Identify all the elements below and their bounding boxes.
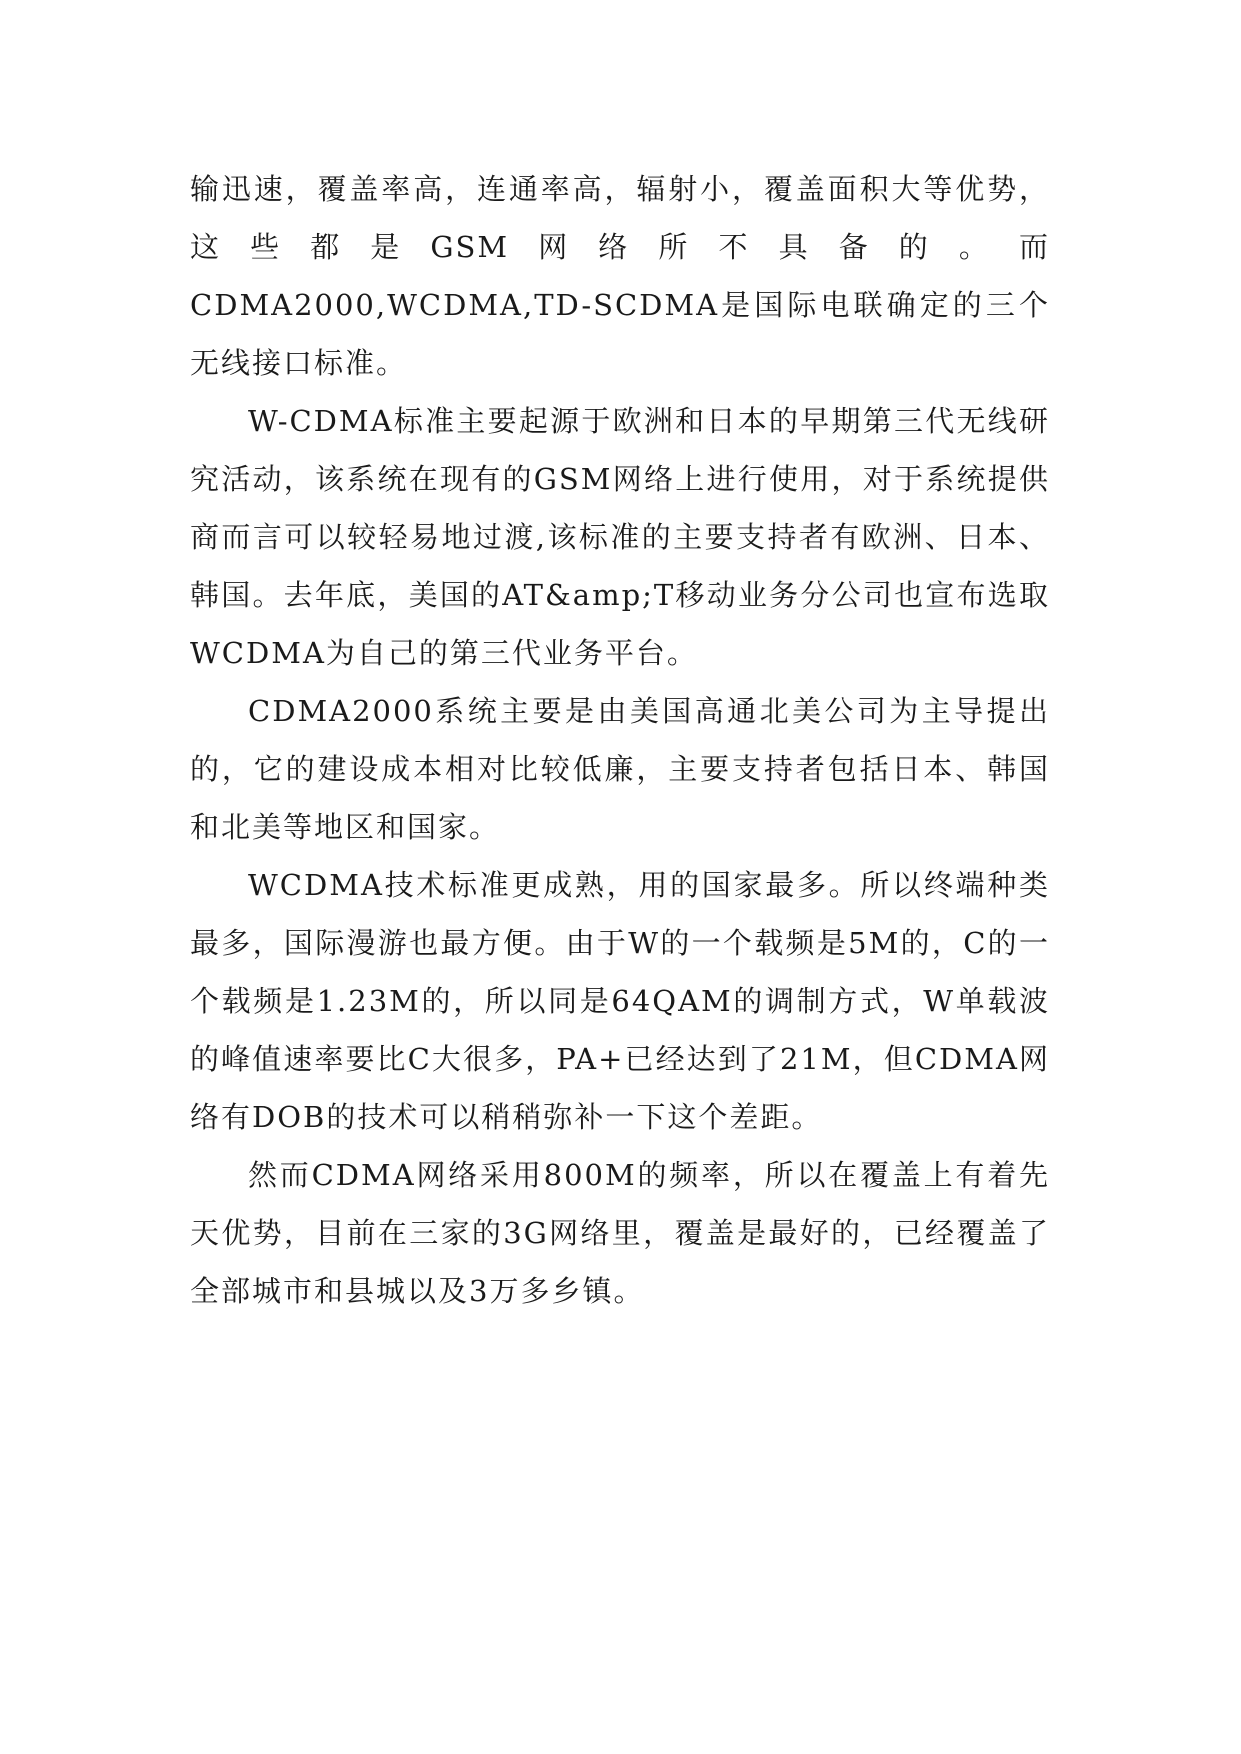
paragraph-1: 输迅速，覆盖率高，连通率高，辐射小，覆盖面积大等优势，这些都是GSM网络所不具备的。而CDMA2000,WCDMA,TD-SCDMA是国际电联确定的三个无线接口标准。 bbox=[190, 172, 1050, 380]
paragraph-2: W-CDMA标准主要起源于欧洲和日本的早期第三代无线研究活动，该系统在现有的GSM网络上进行使用，对于系统提供商而言可以较轻易地过渡,该标准的主要支持者有欧洲、日本、韩国。去年底，美国的AT&amp;T移动业务分公司也宣布选取WCDMA为自己的第三代业务平台。 bbox=[190, 404, 1050, 670]
paragraph-4: WCDMA技术标准更成熟，用的国家最多。所以终端种类最多，国际漫游也最方便。由于W的一个载频是5M的，C的一个载频是1.23M的，所以同是64QAM的调制方式，W单载波的峰值速率要比C大很多，PA+已经达到了21M，但CDMA网络有DOB的技术可以稍稍弥补一下这个差距。 bbox=[190, 868, 1050, 1134]
document-body bbox=[190, 160, 1050, 1320]
paragraph-5: 然而CDMA网络采用800M的频率，所以在覆盖上有着先天优势，目前在三家的3G网络里，覆盖是最好的，已经覆盖了全部城市和县城以及3万多乡镇。 bbox=[190, 1158, 1050, 1308]
paragraph-3: CDMA2000系统主要是由美国高通北美公司为主导提出的，它的建设成本相对比较低廉，主要支持者包括日本、韩国和北美等地区和国家。 bbox=[190, 694, 1050, 844]
